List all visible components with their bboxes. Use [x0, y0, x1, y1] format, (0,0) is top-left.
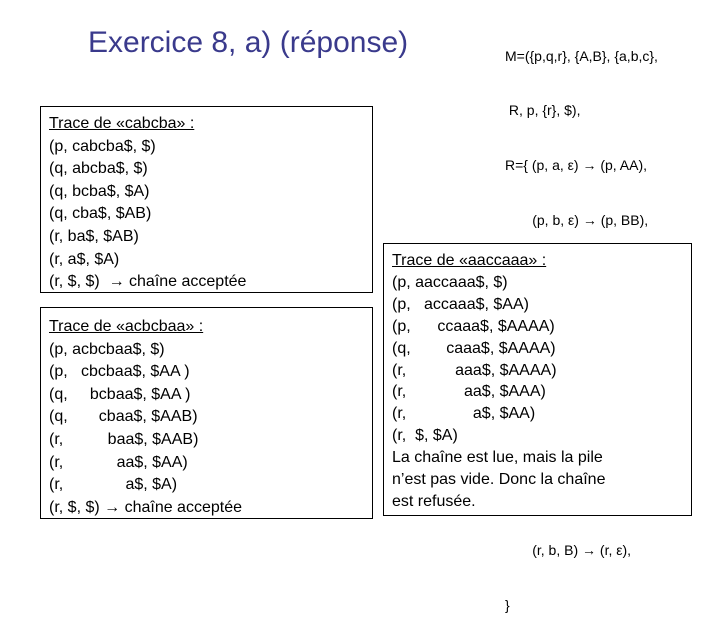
trace-line: (r, aa$, $AA) — [49, 453, 188, 471]
trace-line: (q, cba$, $AB) — [49, 205, 152, 223]
trace-line: (r, a$, $AA) — [392, 405, 536, 423]
trace-line: (r, aa$, $AAA) — [392, 383, 546, 401]
trace-line: (r, $, $A) — [392, 427, 458, 445]
trace-line: (q, bcbaa$, $AA ) — [49, 385, 191, 403]
trace-line: (q, caaa$, $AAAA) — [392, 339, 556, 357]
trace-line: (p, cabcba$, $) — [49, 137, 156, 155]
page-title: Exercice 8, a) (réponse) — [88, 26, 409, 59]
trace-line: (r, ba$, $AB) — [49, 227, 139, 245]
definition-line: R={ (p, a, ε) → (p, AA), — [505, 157, 648, 174]
definition-line: (r, b, B) → (r, ε), — [505, 541, 632, 558]
trace-heading: Trace de «aaccaaa» : — [392, 252, 547, 269]
definition-line: M=({p,q,r}, {A,B}, {a,b,c}, — [505, 47, 658, 64]
trace-line: (p, cbcbaa$, $AA ) — [49, 363, 190, 381]
definition-line: } — [505, 596, 510, 613]
trace-heading: Trace de «acbcbaa» : — [49, 318, 204, 335]
trace-line: (r, aaa$, $AAAA) — [392, 361, 557, 379]
trace-line: (p, ccaaa$, $AAAA) — [392, 317, 555, 335]
trace-line: (r, baa$, $AAB) — [49, 430, 199, 448]
trace-line: (p, accaaa$, $AA) — [392, 295, 529, 313]
trace-line: (q, bcba$, $A) — [49, 182, 150, 200]
trace-heading: Trace de «cabcba» : — [49, 115, 195, 132]
definition-line: R, p, {r}, $), — [505, 102, 581, 119]
trace-line: (p, aaccaaa$, $) — [392, 273, 508, 291]
trace-line: (r, a$, $A) — [49, 476, 178, 494]
trace-line: (p, acbcbaa$, $) — [49, 340, 165, 358]
trace-cabcba-box — [40, 106, 373, 293]
trace-line: (q, abcba$, $) — [49, 160, 148, 178]
trace-line: (q, cbaa$, $AAB) — [49, 408, 198, 426]
trace-line: (r, a$, $A) — [49, 250, 120, 268]
conclusion-line: n’est pas vide. Donc la chaîne — [392, 471, 606, 489]
definition-line: (p, b, ε) → (p, BB), — [505, 212, 649, 229]
conclusion-line: est refusée. — [392, 492, 476, 510]
trace-acbcbaa-box — [40, 307, 373, 519]
trace-aaccaaa-box — [383, 243, 692, 516]
conclusion-line: La chaîne est lue, mais la pile — [392, 449, 603, 467]
trace-line: (r, $, $) → chaîne acceptée — [49, 273, 247, 291]
trace-line: (r, $, $) → chaîne acceptée — [49, 498, 242, 516]
